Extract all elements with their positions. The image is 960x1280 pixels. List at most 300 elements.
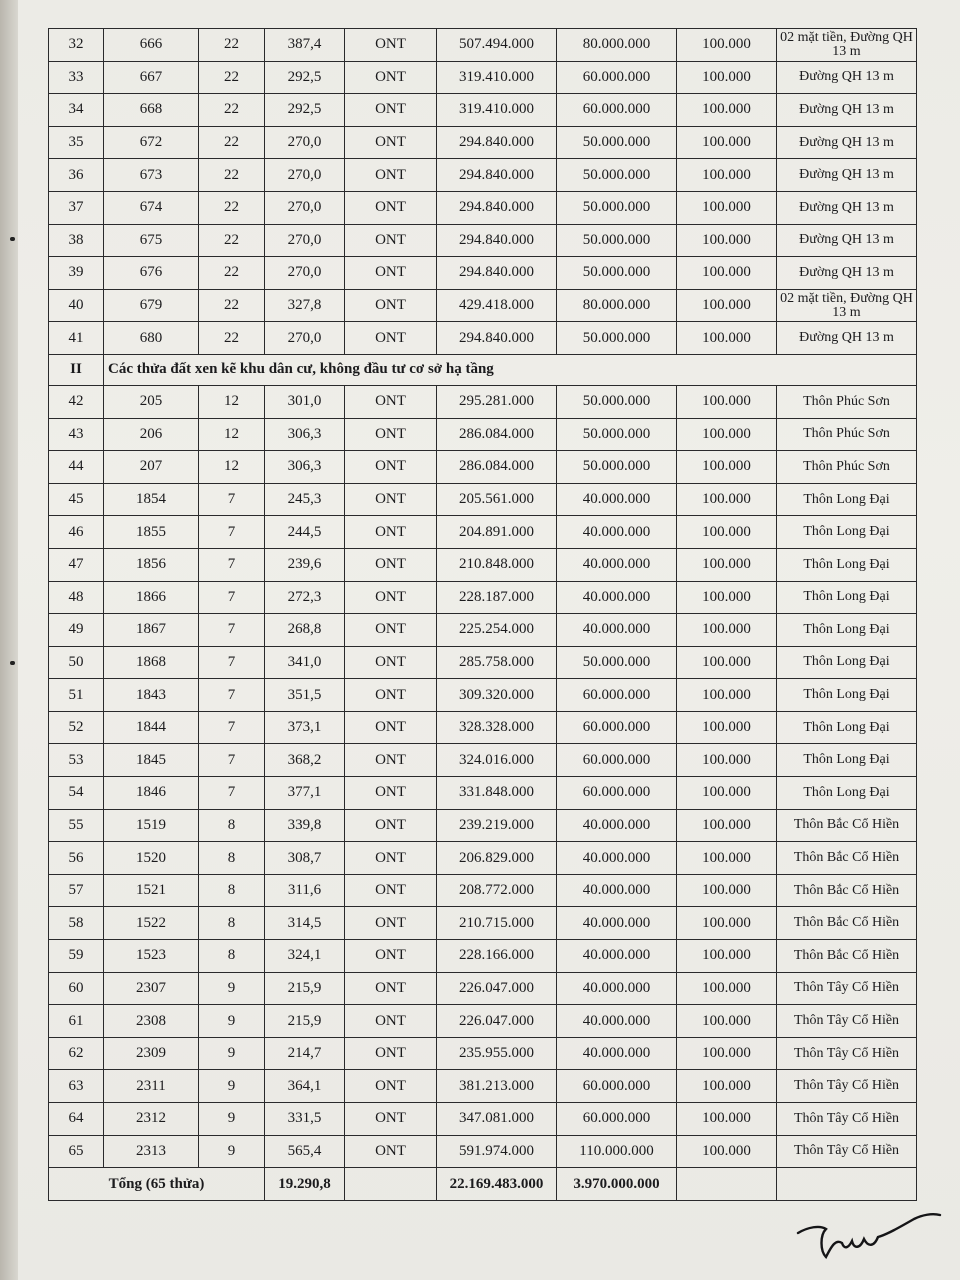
- area-cell: 377,1: [265, 777, 345, 810]
- deposit-cell: 50.000.000: [557, 191, 677, 224]
- plot-number-cell: 1868: [104, 646, 199, 679]
- table-body-section-one: [49, 29, 917, 355]
- map-sheet-cell: 7: [199, 777, 265, 810]
- deposit-cell: 50.000.000: [557, 322, 677, 355]
- map-sheet-cell: 7: [199, 679, 265, 712]
- row-number-cell: 61: [49, 1005, 104, 1038]
- location-cell: Thôn Long Đại: [777, 516, 917, 549]
- area-cell: 272,3: [265, 581, 345, 614]
- starting-price-cell: 347.081.000: [437, 1103, 557, 1136]
- location-cell: Thôn Phúc Sơn: [777, 418, 917, 451]
- plot-number-cell: 2307: [104, 972, 199, 1005]
- area-cell: 306,3: [265, 451, 345, 484]
- map-sheet-cell: 9: [199, 1037, 265, 1070]
- section-title: Các thửa đất xen kẽ khu dân cư, không đầu tư cơ sở hạ tầng: [104, 354, 917, 385]
- location-cell: Thôn Bắc Cổ Hiền: [777, 940, 917, 973]
- table-row: [49, 257, 917, 290]
- map-sheet-cell: 22: [199, 126, 265, 159]
- starting-price-cell: 591.974.000: [437, 1135, 557, 1168]
- total-deposit: 3.970.000.000: [557, 1168, 677, 1201]
- deposit-cell: 60.000.000: [557, 679, 677, 712]
- application-fee-cell: 100.000: [677, 614, 777, 647]
- deposit-cell: 80.000.000: [557, 289, 677, 322]
- row-number-cell: 37: [49, 191, 104, 224]
- deposit-cell: 60.000.000: [557, 777, 677, 810]
- margin-mark: [10, 237, 15, 241]
- land-type-cell: ONT: [345, 451, 437, 484]
- starting-price-cell: 319.410.000: [437, 61, 557, 94]
- application-fee-cell: 100.000: [677, 940, 777, 973]
- starting-price-cell: 204.891.000: [437, 516, 557, 549]
- map-sheet-cell: 8: [199, 809, 265, 842]
- location-cell: Thôn Tây Cổ Hiền: [777, 972, 917, 1005]
- location-cell: Thôn Long Đại: [777, 548, 917, 581]
- starting-price-cell: 294.840.000: [437, 126, 557, 159]
- area-cell: 292,5: [265, 61, 345, 94]
- area-cell: 339,8: [265, 809, 345, 842]
- row-number-cell: 35: [49, 126, 104, 159]
- location-cell: Thôn Phúc Sơn: [777, 385, 917, 418]
- location-cell: Thôn Long Đại: [777, 711, 917, 744]
- deposit-cell: 40.000.000: [557, 842, 677, 875]
- starting-price-cell: 294.840.000: [437, 322, 557, 355]
- row-number-cell: 60: [49, 972, 104, 1005]
- area-cell: 244,5: [265, 516, 345, 549]
- area-cell: 351,5: [265, 679, 345, 712]
- application-fee-cell: 100.000: [677, 159, 777, 192]
- plot-number-cell: 674: [104, 191, 199, 224]
- table-row: [49, 809, 917, 842]
- starting-price-cell: 295.281.000: [437, 385, 557, 418]
- plot-number-cell: 207: [104, 451, 199, 484]
- land-type-cell: ONT: [345, 744, 437, 777]
- application-fee-cell: 100.000: [677, 451, 777, 484]
- deposit-cell: 60.000.000: [557, 94, 677, 127]
- starting-price-cell: 286.084.000: [437, 451, 557, 484]
- table-row: [49, 322, 917, 355]
- plot-number-cell: 667: [104, 61, 199, 94]
- area-cell: 308,7: [265, 842, 345, 875]
- deposit-cell: 40.000.000: [557, 809, 677, 842]
- location-cell: Thôn Tây Cổ Hiền: [777, 1103, 917, 1136]
- table-row: [49, 224, 917, 257]
- plot-number-cell: 2309: [104, 1037, 199, 1070]
- table-row: [49, 385, 917, 418]
- land-type-cell: ONT: [345, 29, 437, 62]
- table-row: [49, 777, 917, 810]
- starting-price-cell: 210.715.000: [437, 907, 557, 940]
- plot-number-cell: 1522: [104, 907, 199, 940]
- table-row: [49, 972, 917, 1005]
- application-fee-cell: 100.000: [677, 29, 777, 62]
- starting-price-cell: 294.840.000: [437, 191, 557, 224]
- table-row: [49, 483, 917, 516]
- table-body-total: [49, 1168, 917, 1201]
- application-fee-cell: 100.000: [677, 61, 777, 94]
- location-cell: Thôn Bắc Cổ Hiền: [777, 809, 917, 842]
- table-row: [49, 679, 917, 712]
- map-sheet-cell: 22: [199, 159, 265, 192]
- starting-price-cell: 331.848.000: [437, 777, 557, 810]
- deposit-cell: 40.000.000: [557, 483, 677, 516]
- row-number-cell: 41: [49, 322, 104, 355]
- starting-price-cell: 507.494.000: [437, 29, 557, 62]
- starting-price-cell: 286.084.000: [437, 418, 557, 451]
- row-number-cell: 64: [49, 1103, 104, 1136]
- row-number-cell: 38: [49, 224, 104, 257]
- application-fee-cell: 100.000: [677, 418, 777, 451]
- starting-price-cell: 239.219.000: [437, 809, 557, 842]
- location-cell: Thôn Tây Cổ Hiền: [777, 1005, 917, 1038]
- area-cell: 301,0: [265, 385, 345, 418]
- starting-price-cell: 206.829.000: [437, 842, 557, 875]
- land-type-cell: ONT: [345, 1037, 437, 1070]
- land-type-cell: ONT: [345, 809, 437, 842]
- row-number-cell: 45: [49, 483, 104, 516]
- land-type-cell: ONT: [345, 777, 437, 810]
- area-cell: 341,0: [265, 646, 345, 679]
- land-type-cell: ONT: [345, 842, 437, 875]
- table-row: [49, 289, 917, 322]
- application-fee-cell: 100.000: [677, 972, 777, 1005]
- total-row: [49, 1168, 917, 1201]
- map-sheet-cell: 22: [199, 61, 265, 94]
- map-sheet-cell: 7: [199, 548, 265, 581]
- location-cell: Thôn Long Đại: [777, 744, 917, 777]
- starting-price-cell: 294.840.000: [437, 159, 557, 192]
- application-fee-cell: 100.000: [677, 777, 777, 810]
- deposit-cell: 40.000.000: [557, 1037, 677, 1070]
- deposit-cell: 80.000.000: [557, 29, 677, 62]
- row-number-cell: 63: [49, 1070, 104, 1103]
- map-sheet-cell: 12: [199, 418, 265, 451]
- plot-number-cell: 666: [104, 29, 199, 62]
- location-cell: Thôn Long Đại: [777, 679, 917, 712]
- section-number: II: [49, 354, 104, 385]
- row-number-cell: 46: [49, 516, 104, 549]
- map-sheet-cell: 22: [199, 322, 265, 355]
- deposit-cell: 40.000.000: [557, 548, 677, 581]
- area-cell: 270,0: [265, 257, 345, 290]
- row-number-cell: 65: [49, 1135, 104, 1168]
- starting-price-cell: 429.418.000: [437, 289, 557, 322]
- land-type-cell: ONT: [345, 940, 437, 973]
- row-number-cell: 49: [49, 614, 104, 647]
- application-fee-cell: 100.000: [677, 1037, 777, 1070]
- total-empty-cell: [345, 1168, 437, 1201]
- location-cell: Thôn Long Đại: [777, 483, 917, 516]
- application-fee-cell: 100.000: [677, 646, 777, 679]
- plot-number-cell: 1521: [104, 874, 199, 907]
- plot-number-cell: 1856: [104, 548, 199, 581]
- table-row: [49, 1037, 917, 1070]
- land-type-cell: ONT: [345, 94, 437, 127]
- map-sheet-cell: 7: [199, 614, 265, 647]
- row-number-cell: 44: [49, 451, 104, 484]
- area-cell: 268,8: [265, 614, 345, 647]
- row-number-cell: 57: [49, 874, 104, 907]
- application-fee-cell: 100.000: [677, 809, 777, 842]
- plot-number-cell: 679: [104, 289, 199, 322]
- total-empty-cell: [677, 1168, 777, 1201]
- land-type-cell: ONT: [345, 646, 437, 679]
- plot-number-cell: 1855: [104, 516, 199, 549]
- location-cell: Đường QH 13 m: [777, 257, 917, 290]
- deposit-cell: 60.000.000: [557, 744, 677, 777]
- plot-number-cell: 206: [104, 418, 199, 451]
- table-row: [49, 94, 917, 127]
- land-type-cell: ONT: [345, 1135, 437, 1168]
- table-body-section-two-header: [49, 354, 917, 385]
- row-number-cell: 62: [49, 1037, 104, 1070]
- location-cell: Thôn Long Đại: [777, 646, 917, 679]
- total-area: 19.290,8: [265, 1168, 345, 1201]
- row-number-cell: 56: [49, 842, 104, 875]
- row-number-cell: 33: [49, 61, 104, 94]
- plot-number-cell: 680: [104, 322, 199, 355]
- land-type-cell: ONT: [345, 126, 437, 159]
- application-fee-cell: 100.000: [677, 711, 777, 744]
- deposit-cell: 40.000.000: [557, 874, 677, 907]
- location-cell: Đường QH 13 m: [777, 159, 917, 192]
- table-row: [49, 61, 917, 94]
- total-label: Tổng (65 thửa): [49, 1168, 265, 1201]
- deposit-cell: 50.000.000: [557, 646, 677, 679]
- location-cell: Thôn Phúc Sơn: [777, 451, 917, 484]
- area-cell: 214,7: [265, 1037, 345, 1070]
- row-number-cell: 50: [49, 646, 104, 679]
- land-type-cell: ONT: [345, 614, 437, 647]
- table-row: [49, 1070, 917, 1103]
- application-fee-cell: 100.000: [677, 548, 777, 581]
- area-cell: 215,9: [265, 972, 345, 1005]
- starting-price-cell: 294.840.000: [437, 224, 557, 257]
- map-sheet-cell: 22: [199, 289, 265, 322]
- area-cell: 324,1: [265, 940, 345, 973]
- application-fee-cell: 100.000: [677, 224, 777, 257]
- table-row: [49, 29, 917, 62]
- area-cell: 270,0: [265, 126, 345, 159]
- map-sheet-cell: 8: [199, 907, 265, 940]
- map-sheet-cell: 7: [199, 516, 265, 549]
- land-type-cell: ONT: [345, 257, 437, 290]
- location-cell: 02 mặt tiền, Đường QH 13 m: [777, 289, 917, 322]
- area-cell: 327,8: [265, 289, 345, 322]
- location-cell: Thôn Long Đại: [777, 614, 917, 647]
- starting-price-cell: 309.320.000: [437, 679, 557, 712]
- deposit-cell: 50.000.000: [557, 418, 677, 451]
- deposit-cell: 40.000.000: [557, 581, 677, 614]
- location-cell: 02 mặt tiền, Đường QH 13 m: [777, 29, 917, 62]
- map-sheet-cell: 9: [199, 1103, 265, 1136]
- map-sheet-cell: 12: [199, 385, 265, 418]
- table-row: [49, 516, 917, 549]
- deposit-cell: 40.000.000: [557, 614, 677, 647]
- application-fee-cell: 100.000: [677, 126, 777, 159]
- land-type-cell: ONT: [345, 1005, 437, 1038]
- area-cell: 270,0: [265, 224, 345, 257]
- application-fee-cell: 100.000: [677, 289, 777, 322]
- starting-price-cell: 205.561.000: [437, 483, 557, 516]
- deposit-cell: 40.000.000: [557, 1005, 677, 1038]
- location-cell: Thôn Tây Cổ Hiền: [777, 1070, 917, 1103]
- deposit-cell: 40.000.000: [557, 516, 677, 549]
- table-row: [49, 126, 917, 159]
- application-fee-cell: 100.000: [677, 907, 777, 940]
- area-cell: 387,4: [265, 29, 345, 62]
- land-type-cell: ONT: [345, 711, 437, 744]
- section-header-row: [49, 354, 917, 385]
- location-cell: Thôn Tây Cổ Hiền: [777, 1135, 917, 1168]
- table-row: [49, 1135, 917, 1168]
- map-sheet-cell: 22: [199, 94, 265, 127]
- plot-number-cell: 1519: [104, 809, 199, 842]
- map-sheet-cell: 8: [199, 874, 265, 907]
- plot-number-cell: 676: [104, 257, 199, 290]
- table-row: [49, 940, 917, 973]
- land-type-cell: ONT: [345, 679, 437, 712]
- deposit-cell: 50.000.000: [557, 257, 677, 290]
- deposit-cell: 50.000.000: [557, 159, 677, 192]
- deposit-cell: 50.000.000: [557, 224, 677, 257]
- margin-mark: [10, 661, 15, 665]
- area-cell: 270,0: [265, 191, 345, 224]
- plot-number-cell: 1844: [104, 711, 199, 744]
- location-cell: Đường QH 13 m: [777, 94, 917, 127]
- deposit-cell: 60.000.000: [557, 1070, 677, 1103]
- area-cell: 311,6: [265, 874, 345, 907]
- area-cell: 239,6: [265, 548, 345, 581]
- application-fee-cell: 100.000: [677, 516, 777, 549]
- row-number-cell: 34: [49, 94, 104, 127]
- application-fee-cell: 100.000: [677, 322, 777, 355]
- deposit-cell: 60.000.000: [557, 711, 677, 744]
- row-number-cell: 40: [49, 289, 104, 322]
- map-sheet-cell: 8: [199, 940, 265, 973]
- map-sheet-cell: 9: [199, 972, 265, 1005]
- area-cell: 270,0: [265, 322, 345, 355]
- application-fee-cell: 100.000: [677, 1103, 777, 1136]
- starting-price-cell: 226.047.000: [437, 972, 557, 1005]
- plot-number-cell: 668: [104, 94, 199, 127]
- total-empty-cell: [777, 1168, 917, 1201]
- application-fee-cell: 100.000: [677, 679, 777, 712]
- location-cell: Thôn Long Đại: [777, 777, 917, 810]
- location-cell: Thôn Tây Cổ Hiền: [777, 1037, 917, 1070]
- land-type-cell: ONT: [345, 322, 437, 355]
- map-sheet-cell: 22: [199, 257, 265, 290]
- application-fee-cell: 100.000: [677, 842, 777, 875]
- map-sheet-cell: 12: [199, 451, 265, 484]
- row-number-cell: 43: [49, 418, 104, 451]
- row-number-cell: 52: [49, 711, 104, 744]
- location-cell: Thôn Bắc Cổ Hiền: [777, 842, 917, 875]
- starting-price-cell: 235.955.000: [437, 1037, 557, 1070]
- area-cell: 270,0: [265, 159, 345, 192]
- location-cell: Thôn Bắc Cổ Hiền: [777, 874, 917, 907]
- land-type-cell: ONT: [345, 907, 437, 940]
- map-sheet-cell: 22: [199, 224, 265, 257]
- application-fee-cell: 100.000: [677, 581, 777, 614]
- land-type-cell: ONT: [345, 548, 437, 581]
- application-fee-cell: 100.000: [677, 1005, 777, 1038]
- plot-number-cell: 672: [104, 126, 199, 159]
- deposit-cell: 40.000.000: [557, 940, 677, 973]
- row-number-cell: 51: [49, 679, 104, 712]
- plot-number-cell: 1846: [104, 777, 199, 810]
- area-cell: 373,1: [265, 711, 345, 744]
- table-row: [49, 548, 917, 581]
- land-type-cell: ONT: [345, 581, 437, 614]
- land-type-cell: ONT: [345, 1070, 437, 1103]
- area-cell: 364,1: [265, 1070, 345, 1103]
- area-cell: 314,5: [265, 907, 345, 940]
- application-fee-cell: 100.000: [677, 483, 777, 516]
- area-cell: 565,4: [265, 1135, 345, 1168]
- table-row: [49, 874, 917, 907]
- application-fee-cell: 100.000: [677, 191, 777, 224]
- signature-icon: [790, 1205, 950, 1265]
- starting-price-cell: 328.328.000: [437, 711, 557, 744]
- map-sheet-cell: 22: [199, 191, 265, 224]
- page-edge: [0, 0, 18, 1280]
- location-cell: Thôn Bắc Cổ Hiền: [777, 907, 917, 940]
- row-number-cell: 53: [49, 744, 104, 777]
- land-type-cell: ONT: [345, 516, 437, 549]
- application-fee-cell: 100.000: [677, 744, 777, 777]
- land-type-cell: ONT: [345, 61, 437, 94]
- table-row: [49, 646, 917, 679]
- map-sheet-cell: 7: [199, 483, 265, 516]
- table-row: [49, 744, 917, 777]
- table-row: [49, 614, 917, 647]
- area-cell: 331,5: [265, 1103, 345, 1136]
- deposit-cell: 40.000.000: [557, 907, 677, 940]
- location-cell: Đường QH 13 m: [777, 224, 917, 257]
- plot-number-cell: 1843: [104, 679, 199, 712]
- plot-number-cell: 2308: [104, 1005, 199, 1038]
- area-cell: 368,2: [265, 744, 345, 777]
- table-body-section-two: [49, 385, 917, 1167]
- application-fee-cell: 100.000: [677, 257, 777, 290]
- row-number-cell: 58: [49, 907, 104, 940]
- row-number-cell: 42: [49, 385, 104, 418]
- plot-number-cell: 1854: [104, 483, 199, 516]
- plot-number-cell: 1523: [104, 940, 199, 973]
- starting-price-cell: 324.016.000: [437, 744, 557, 777]
- plot-number-cell: 205: [104, 385, 199, 418]
- row-number-cell: 48: [49, 581, 104, 614]
- row-number-cell: 39: [49, 257, 104, 290]
- starting-price-cell: 285.758.000: [437, 646, 557, 679]
- starting-price-cell: 225.254.000: [437, 614, 557, 647]
- land-type-cell: ONT: [345, 224, 437, 257]
- starting-price-cell: 210.848.000: [437, 548, 557, 581]
- row-number-cell: 54: [49, 777, 104, 810]
- row-number-cell: 32: [49, 29, 104, 62]
- map-sheet-cell: 9: [199, 1135, 265, 1168]
- starting-price-cell: 208.772.000: [437, 874, 557, 907]
- plot-number-cell: 1866: [104, 581, 199, 614]
- table-row: [49, 711, 917, 744]
- land-type-cell: ONT: [345, 191, 437, 224]
- total-price: 22.169.483.000: [437, 1168, 557, 1201]
- deposit-cell: 50.000.000: [557, 451, 677, 484]
- deposit-cell: 60.000.000: [557, 61, 677, 94]
- plot-number-cell: 2311: [104, 1070, 199, 1103]
- plot-number-cell: 1520: [104, 842, 199, 875]
- map-sheet-cell: 7: [199, 711, 265, 744]
